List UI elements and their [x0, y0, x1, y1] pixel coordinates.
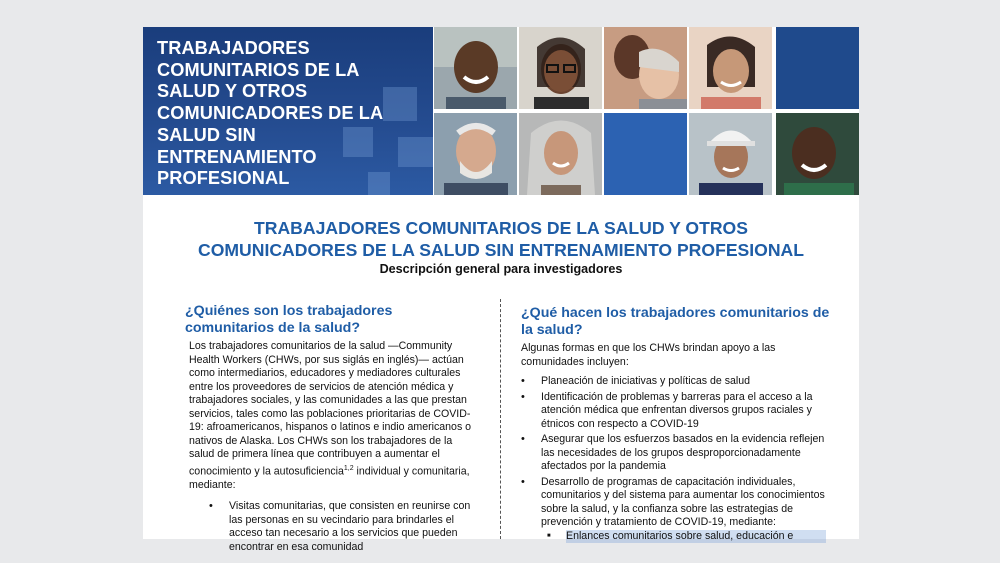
older-woman-photo [689, 27, 772, 109]
banner-title-line: SALUD SIN [157, 124, 256, 145]
column-divider [500, 299, 501, 539]
document-title [143, 217, 859, 261]
two-women-hugging-photo [604, 27, 687, 109]
woman-with-glasses-photo [519, 27, 602, 109]
banner-title-panel [143, 27, 433, 195]
left-column [185, 303, 485, 554]
older-bearded-man-photo [434, 113, 517, 195]
list-item: • Asegurar que los esfuerzos basados en la evidencia reflejen las necesidades de los grupos desproporcionadamente afectados por la pandemia [541, 433, 831, 474]
right-heading: ¿Qué hacen los trabajadores comunitarios de la salud? [521, 305, 830, 338]
blue-square [776, 27, 859, 109]
document-title-line: TRABAJADORES COMUNITARIOS DE LA SALUD Y OTROS [254, 218, 748, 238]
smiling-older-man-photo [434, 27, 517, 109]
document-subtitle: Descripción general para investigadores [379, 262, 623, 276]
banner-title [157, 38, 427, 190]
smiling-man-photo [776, 113, 859, 195]
left-bullet-list [229, 500, 477, 554]
sub-list-item: ■ Enlances comunitarios sobre salud, educación e [566, 530, 826, 544]
banner-title-line: SALUD Y OTROS [157, 81, 308, 102]
banner-title-line: PROFESIONAL [157, 168, 290, 189]
list-item: • Planeación de iniciativas y políticas de salud [541, 375, 831, 389]
right-intro: Algunas formas en que los CHWs brindan apoyo a las comunidades incluyen: [521, 342, 776, 368]
right-sub-bullet-list [566, 530, 826, 544]
header-banner [143, 27, 859, 195]
list-item: • Visitas comunitarias, que consisten en reunirse con las personas en su vecindario para brindarles el acceso tan necesario a los servicios que pueden encontrar en esa comunidad [229, 500, 477, 554]
left-paragraph [189, 340, 479, 492]
document-page [143, 27, 859, 553]
right-column [521, 305, 831, 542]
citation-superscript: 1,2 [343, 464, 354, 472]
banner-title-line: ENTRENAMIENTO [157, 146, 317, 167]
banner-title-line: COMUNICADORES DE LA [157, 103, 384, 124]
left-heading: ¿Quiénes son los trabajadores comunitarios de la salud? [185, 303, 393, 336]
gray-haired-woman-photo [519, 113, 602, 195]
paragraph-text: Los trabajadores comunitarios de la salud —Community Health Workers (CHWs, por sus siglás en inglés)— actúan como intermediarios, educadores y mediadores culturales entre los proveedores de servicios de atención médica y trabajadores sociales, y las comunidades a las que prestan servicios, tales como las poblaciones prioritarias de COVID-19: afroamericanos, hispanos o latinos e indio americanos o nativos de Alaska. Los CHWs son los trabajadores de la salud de primera línea que contribuyen a aumentar el conocimiento y la autosuficiencia [189, 340, 472, 478]
list-item: • Identificación de problemas y barreras para el acceso a la atención médica que enfrentan diversos grupos raciales y étnicos con respecto a COVID-19 [541, 391, 831, 432]
worker-hard-hat-photo [689, 113, 772, 195]
blue-square [604, 113, 687, 195]
paragraph-text: individual y comunitaria, mediante: [189, 465, 470, 491]
banner-title-line: COMUNITARIOS DE LA [157, 59, 360, 80]
right-bullet-list [541, 375, 831, 530]
document-title-line: COMUNICADORES DE LA SALUD SIN ENTRENAMIENTO PROFESIONAL [197, 240, 805, 260]
banner-title-line: TRABAJADORES [157, 38, 310, 58]
list-item: • Desarrollo de programas de capacitación individuales, comunitarios y del sistema para aumentar los conocimientos sobre la salud, y la confianza sobre las estrategias de prevención y tratamiento de COVID-19, mediante: [541, 476, 831, 530]
